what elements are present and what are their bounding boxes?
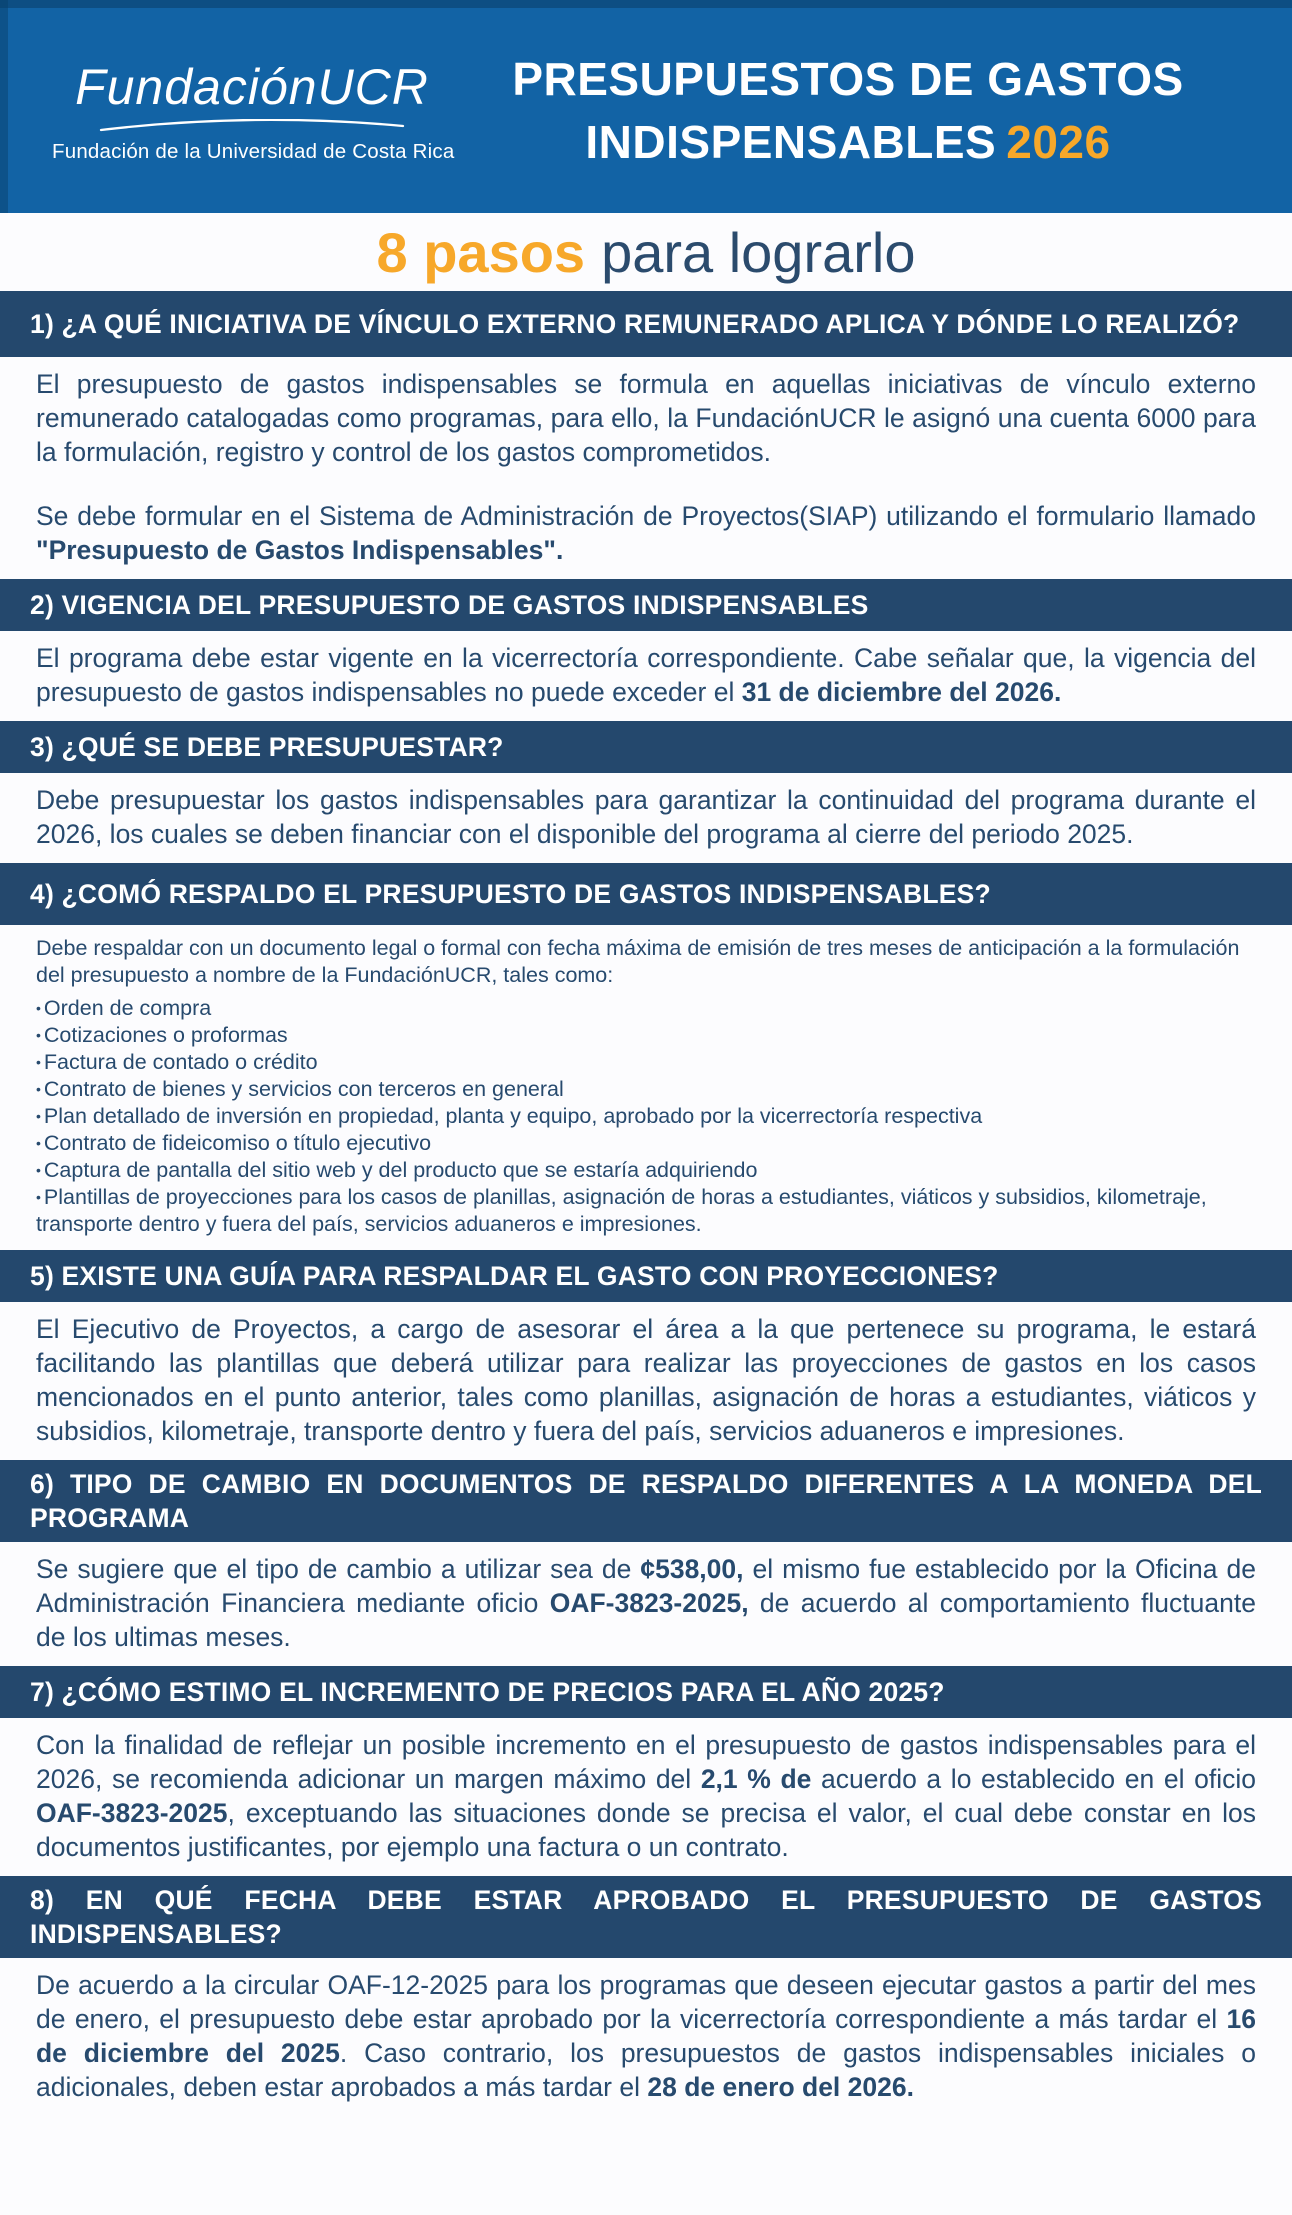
- subtitle-accent: 8 pasos: [376, 220, 586, 284]
- step-4: [0, 863, 1292, 1250]
- step-3: [0, 721, 1292, 863]
- fundacion-ucr-logo: [52, 58, 455, 164]
- text: Con la finalidad de reflejar un posible incremento en el presupuesto de gastos indispensables para el 2026, se recomienda adicionar un margen máximo del: [36, 1730, 1256, 1794]
- step-2: [0, 579, 1292, 721]
- step-2-paragraph: [36, 641, 1256, 709]
- text: . Caso contrario, los presupuestos de gastos indispensables iniciales o adicionales, deben estar aprobados a más tardar el: [36, 2038, 1256, 2102]
- bold-text: 31 de diciembre del 2026.: [741, 677, 1062, 707]
- step-5-paragraph: [36, 1312, 1256, 1448]
- text: el mismo fue establecido por la Oficina de Administración Financiera mediante oficio: [36, 1554, 1256, 1618]
- text: El presupuesto de gastos indispensables se formula en aquellas iniciativas de vínculo externo remunerado catalogadas como programas, para ello, la FundaciónUCR le asignó una cuenta 6000 para la formulación, registro y control de los gastos comprometidos.: [36, 369, 1256, 467]
- step-2-heading-bar: [0, 579, 1292, 631]
- bullet-item: • Contrato de fideicomiso o título ejecutivo: [36, 1130, 1256, 1157]
- subtitle-heading: [0, 213, 1292, 291]
- text: De acuerdo a la circular OAF-12-2025 para los programas que deseen ejecutar gastos a partir del mes de enero, el presupuesto debe estar aprobado por la vicerrectoría correspondiente a más tardar el: [36, 1970, 1256, 2034]
- step-6-paragraph: [36, 1552, 1256, 1654]
- title-text-1: PRESUPUESTOS DE GASTOS: [512, 52, 1184, 105]
- step-7-paragraph: [36, 1728, 1256, 1864]
- step-7-body: [0, 1718, 1292, 1876]
- bullet-item: • Plan detallado de inversión en propiedad, planta y equipo, aprobado por la vicerrectoría respectiva: [36, 1103, 1256, 1130]
- step-2-body: [0, 631, 1292, 721]
- step-8-heading-bar: [0, 1876, 1292, 1958]
- step-8-heading: 8) EN QUÉ FECHA DEBE ESTAR APROBADO EL PRESUPUESTO DE GASTOS INDISPENSABLES?: [30, 1885, 1262, 1949]
- title-year: 2026: [1006, 115, 1111, 168]
- logo-wordmark: FundaciónUCR: [75, 58, 429, 115]
- title-text-2: INDISPENSABLES: [585, 115, 997, 168]
- text: El Ejecutivo de Proyectos, a cargo de asesorar el área a la que pertenece su programa, le estará facilitando las plantillas que deberá utilizar para realizar las proyecciones de gastos en los casos mencionados en el punto anterior, tales como planillas, asignación de horas a estudiantes, viáticos y subsidios, kilometraje, transporte dentro y fuera del país, servicios aduaneros e impresiones.: [36, 1314, 1256, 1446]
- subtitle-rest: para lograrlo: [601, 220, 916, 284]
- step-1-body: [0, 357, 1292, 579]
- title-line-2: [452, 111, 1244, 174]
- step-6-body: [0, 1542, 1292, 1666]
- step-1-paragraph: [36, 367, 1256, 469]
- text: El programa debe estar vigente en la vicerrectoría correspondiente. Cabe señalar que, la vigencia del presupuesto de gastos indispensables no puede exceder el: [36, 643, 1256, 707]
- bold-text: OAF-3823-2025: [36, 1798, 228, 1828]
- step-6-heading-bar: [0, 1460, 1292, 1542]
- step-1-heading-bar: [0, 291, 1292, 357]
- text: de acuerdo al comportamiento fluctuante de los ultimas meses.: [36, 1588, 1256, 1652]
- step-8-body: [0, 1958, 1292, 2116]
- step-7-heading: 7) ¿CÓMO ESTIMO EL INCREMENTO DE PRECIOS PARA EL AÑO 2025?: [30, 1677, 945, 1707]
- step-3-heading-bar: [0, 721, 1292, 773]
- title-line-1: [452, 48, 1244, 111]
- bold-text: 16 de diciembre del 2025: [36, 2004, 1256, 2068]
- bullet-item: • Contrato de bienes y servicios con terceros en general: [36, 1076, 1256, 1103]
- bullet-item: • Plantillas de proyecciones para los casos de planillas, asignación de horas a estudiantes, viáticos y subsidios, kilometraje, transporte dentro y fuera del país, servicios aduaneros e impresiones.: [36, 1184, 1256, 1238]
- step-4-bullet-list: [36, 995, 1256, 1238]
- logo-swoosh-icon: [97, 119, 407, 133]
- step-1-heading: 1) ¿A QUÉ INICIATIVA DE VÍNCULO EXTERNO REMUNERADO APLICA Y DÓNDE LO REALIZÓ?: [30, 309, 1240, 339]
- step-5-heading: 5) EXISTE UNA GUÍA PARA RESPALDAR EL GASTO CON PROYECCIONES?: [30, 1261, 999, 1291]
- step-5-body: [0, 1302, 1292, 1460]
- bold-text: OAF-3823-2025,: [549, 1588, 749, 1618]
- step-5: [0, 1250, 1292, 1460]
- step-8-paragraph: [36, 1968, 1256, 2104]
- step-3-body: [0, 773, 1292, 863]
- step-4-paragraph: [36, 935, 1256, 989]
- bold-text: ¢538,00,: [640, 1554, 744, 1584]
- logo-tagline: Fundación de la Universidad de Costa Rica: [52, 139, 455, 163]
- text: Debe presupuestar los gastos indispensables para garantizar la continuidad del programa durante el 2026, los cuales se deben financiar con el disponible del programa al cierre del periodo 2025.: [36, 785, 1256, 849]
- step-7: [0, 1666, 1292, 1876]
- step-1: [0, 291, 1292, 579]
- text: Debe respaldar con un documento legal o formal con fecha máxima de emisión de tres meses de anticipación a la formulación del presupuesto a nombre de la FundaciónUCR, tales como:: [36, 936, 1240, 987]
- bullet-item: • Cotizaciones o proformas: [36, 1022, 1256, 1049]
- step-5-heading-bar: [0, 1250, 1292, 1302]
- step-3-paragraph: [36, 783, 1256, 851]
- header-banner: [0, 0, 1292, 213]
- text: acuerdo a lo establecido en el oficio: [811, 1764, 1256, 1794]
- text: Se sugiere que el tipo de cambio a utilizar sea de: [36, 1554, 641, 1584]
- step-6: [0, 1460, 1292, 1666]
- text: , exceptuando las situaciones donde se precisa el valor, el cual debe constar en los documentos justificantes, por ejemplo una factura o un contrato.: [36, 1798, 1256, 1862]
- step-3-heading: 3) ¿QUÉ SE DEBE PRESUPUESTAR?: [30, 732, 504, 762]
- bullet-item: • Orden de compra: [36, 995, 1256, 1022]
- steps-list: [0, 291, 1292, 2116]
- step-7-heading-bar: [0, 1666, 1292, 1718]
- step-4-body: [0, 925, 1292, 1250]
- step-2-heading: 2) VIGENCIA DEL PRESUPUESTO DE GASTOS INDISPENSABLES: [30, 590, 869, 620]
- bold-text: "Presupuesto de Gastos Indispensables".: [36, 535, 564, 565]
- step-1-paragraph: [36, 499, 1256, 567]
- bullet-item: • Captura de pantalla del sitio web y del producto que se estaría adquiriendo: [36, 1157, 1256, 1184]
- step-4-heading-bar: [0, 863, 1292, 925]
- text: Se debe formular en el Sistema de Administración de Proyectos(SIAP) utilizando el formulario llamado: [36, 501, 1256, 531]
- bold-text: 2,1 % de: [700, 1764, 812, 1794]
- step-4-heading: 4) ¿COMÓ RESPALDO EL PRESUPUESTO DE GASTOS INDISPENSABLES?: [30, 879, 991, 909]
- page-title: [452, 48, 1244, 174]
- step-6-heading: 6) TIPO DE CAMBIO EN DOCUMENTOS DE RESPALDO DIFERENTES A LA MONEDA DEL PROGRAMA: [30, 1469, 1262, 1533]
- step-8: [0, 1876, 1292, 2116]
- bullet-item: • Factura de contado o crédito: [36, 1049, 1256, 1076]
- bold-text: 28 de enero del 2026.: [647, 2072, 914, 2102]
